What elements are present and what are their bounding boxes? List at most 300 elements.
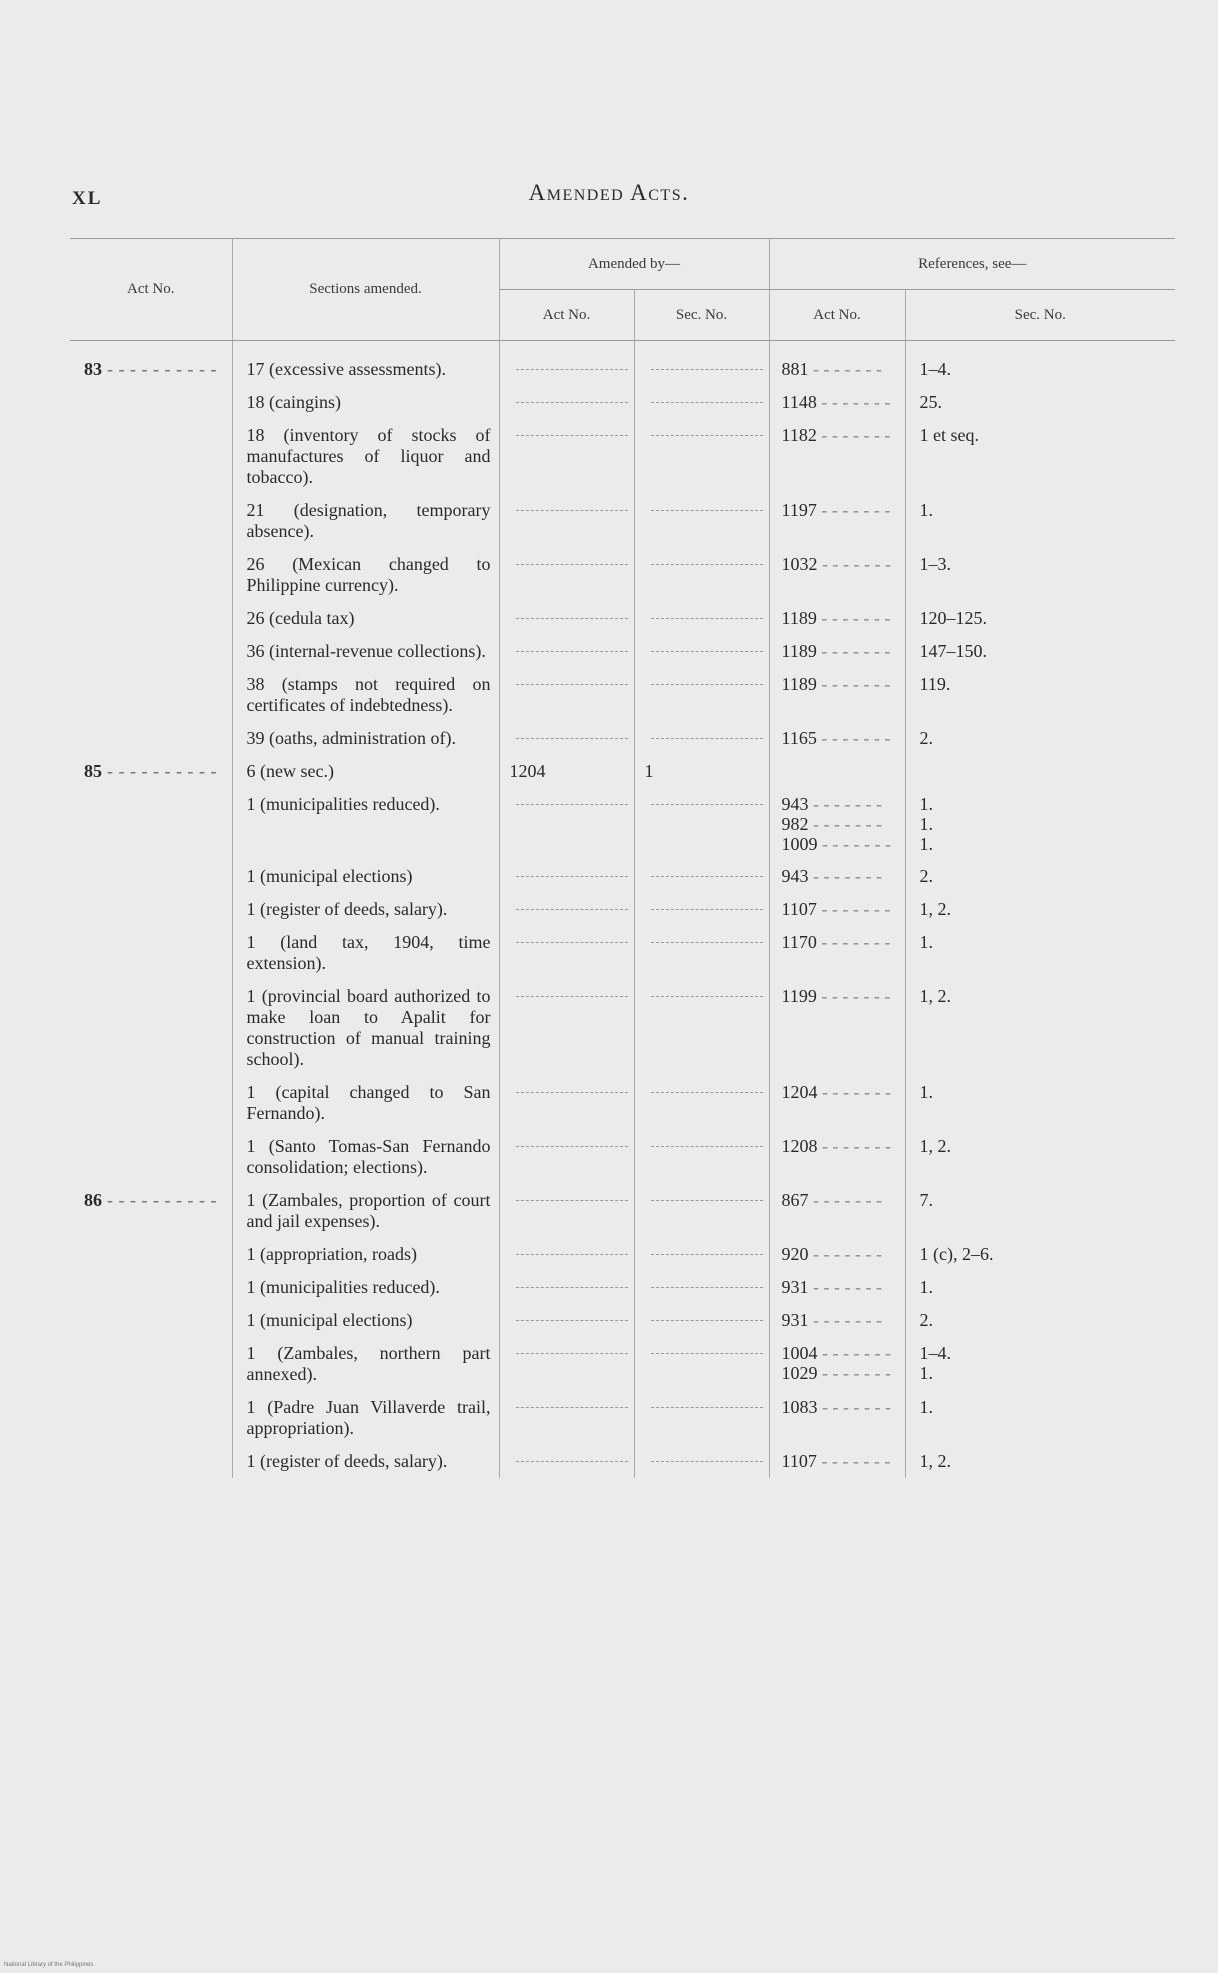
leader-dash (516, 392, 628, 403)
cell-section-amended: 1 (municipal elections) (232, 1304, 499, 1337)
cell-act-no (70, 1391, 232, 1445)
ref-act-number: 1083 (781, 1397, 818, 1417)
table-row (70, 386, 1175, 419)
leader-dots: - - - - - - - (816, 425, 891, 445)
ref-act-line (782, 1190, 905, 1210)
leader-dash (516, 641, 628, 652)
leader-dots: - - - - - - - (817, 834, 891, 854)
ref-act-line (782, 641, 905, 661)
leader-dash (651, 1451, 763, 1462)
cell-ref-sec-no (905, 548, 1175, 602)
ref-sec-number: 1–3. (919, 554, 952, 574)
table-row (70, 1271, 1175, 1304)
cell-amended-act-no (499, 893, 634, 926)
cell-ref-sec-no (905, 386, 1175, 419)
cell-amended-act-no (499, 341, 634, 387)
cell-ref-act-no (769, 893, 905, 926)
leader-dots: - - - - - - - (816, 608, 891, 628)
leader-dots: - - - - - - - (816, 500, 891, 520)
leader-dash (516, 1082, 628, 1093)
ref-act-number: 1029 (781, 1363, 818, 1383)
leader-dash (651, 1136, 763, 1147)
leader-dash (651, 1244, 763, 1255)
cell-section-amended: 1 (appropriation, roads) (232, 1238, 499, 1271)
leader-dash (651, 986, 763, 997)
table-row (70, 893, 1175, 926)
cell-amended-act-no (499, 1130, 634, 1184)
cell-amended-sec-no (634, 1184, 769, 1238)
cell-ref-act-no (769, 341, 905, 387)
ref-act-number: 1009 (781, 834, 818, 854)
leader-dots: - - - - - - - (817, 1397, 891, 1417)
cell-section-amended: 17 (excessive assessments). (232, 341, 499, 387)
cell-amended-sec-no: 1 (634, 755, 769, 788)
leader-dash (516, 1277, 628, 1288)
cell-act-no (70, 419, 232, 494)
ref-sec-number: 25. (919, 392, 943, 412)
ref-act-line (782, 1277, 905, 1297)
cell-section-amended: 18 (inventory of stocks of manufactures of liquor and tobacco). (232, 419, 499, 494)
leader-dash (651, 932, 763, 943)
cell-ref-act-no (769, 860, 905, 893)
ref-act-line (782, 866, 905, 886)
cell-ref-act-no (769, 1271, 905, 1304)
table-row (70, 635, 1175, 668)
cell-section-amended: 1 (land tax, 1904, time extension). (232, 926, 499, 980)
ref-act-line (782, 794, 905, 814)
ref-act-number: 982 (781, 814, 809, 834)
leader-dash (516, 899, 628, 910)
cell-act-no (70, 926, 232, 980)
ref-sec-number: 147–150. (919, 641, 988, 661)
cell-amended-act-no (499, 788, 634, 860)
cell-amended-act-no (499, 602, 634, 635)
ref-act-line (782, 554, 905, 574)
ref-act-line (782, 359, 905, 379)
leader-dots: - - - - - - - (816, 986, 891, 1006)
leader-dots: - - - - - - - (817, 554, 891, 574)
cell-ref-act-no (769, 668, 905, 722)
cell-ref-sec-no (905, 1238, 1175, 1271)
cell-ref-sec-no (905, 494, 1175, 548)
ref-sec-number: 1 (c), 2–6. (919, 1244, 994, 1264)
cell-amended-act-no (499, 722, 634, 755)
ref-act-number: 1197 (781, 500, 817, 520)
cell-ref-act-no (769, 1238, 905, 1271)
leader-dots: - - - - - - - (816, 899, 891, 919)
leader-dash (651, 674, 763, 685)
cell-ref-act-no (769, 494, 905, 548)
table-row (70, 494, 1175, 548)
table-row (70, 341, 1175, 387)
leader-dots: - - - - - - - (808, 814, 882, 834)
leader-dots: - - - - - - - - - - (102, 359, 217, 379)
cell-ref-sec-no (905, 1445, 1175, 1478)
leader-dash (516, 1451, 628, 1462)
ref-act-line (782, 986, 905, 1006)
page-header (0, 180, 1218, 220)
cell-amended-act-no (499, 926, 634, 980)
ref-sec-number: 2. (919, 728, 934, 748)
cell-section-amended: 1 (register of deeds, salary). (232, 1445, 499, 1478)
cell-section-amended: 1 (municipalities reduced). (232, 788, 499, 860)
cell-ref-sec-no (905, 1304, 1175, 1337)
cell-amended-act-no (499, 1391, 634, 1445)
header-amended-act-no: Act No. (499, 290, 634, 341)
header-amended-sec-no: Sec. No. (634, 290, 769, 341)
cell-ref-act-no (769, 1130, 905, 1184)
table-row (70, 860, 1175, 893)
cell-amended-sec-no (634, 722, 769, 755)
cell-ref-sec-no (905, 860, 1175, 893)
leader-dash (651, 425, 763, 436)
cell-ref-sec-no (905, 1337, 1175, 1391)
cell-ref-sec-no (905, 602, 1175, 635)
cell-amended-act-no: 1204 (499, 755, 634, 788)
ref-sec-number: 1, 2. (919, 899, 952, 919)
cell-amended-sec-no (634, 1337, 769, 1391)
ref-sec-number: 1, 2. (919, 986, 952, 1006)
ref-sec-number: 1, 2. (919, 1136, 952, 1156)
cell-act-no (70, 980, 232, 1076)
ref-act-number: 1107 (781, 1451, 817, 1471)
act-number: 83 (84, 359, 102, 379)
ref-sec-number: 1, 2. (919, 1451, 952, 1471)
cell-act-no (70, 1076, 232, 1130)
ref-sec-number: 1–4. (919, 1343, 952, 1363)
table-row (70, 419, 1175, 494)
header-ref-act-no: Act No. (769, 290, 905, 341)
cell-section-amended: 39 (oaths, administration of). (232, 722, 499, 755)
ref-act-line (782, 1397, 905, 1417)
cell-section-amended: 6 (new sec.) (232, 755, 499, 788)
cell-ref-act-no (769, 635, 905, 668)
cell-amended-act-no (499, 548, 634, 602)
leader-dots: - - - - - - - (816, 1451, 891, 1471)
leader-dash (516, 794, 628, 805)
ref-sec-number: 7. (919, 1190, 934, 1210)
cell-amended-sec-no (634, 980, 769, 1076)
ref-act-number: 943 (781, 794, 809, 814)
cell-act-no (70, 1238, 232, 1271)
ref-sec-number: 1. (919, 794, 934, 814)
leader-dots: - - - - - - - (808, 359, 882, 379)
ref-sec-number: 1. (919, 834, 934, 854)
leader-dash (651, 1190, 763, 1201)
table-row (70, 1130, 1175, 1184)
ref-act-number: 1189 (781, 674, 817, 694)
cell-amended-sec-no (634, 341, 769, 387)
ref-act-line (782, 1363, 905, 1383)
cell-ref-act-no (769, 980, 905, 1076)
ref-act-number: 1165 (781, 728, 817, 748)
leader-dash (651, 1397, 763, 1408)
ref-sec-number: 2. (919, 866, 934, 886)
cell-section-amended: 1 (Santo Tomas-San Fernando consolidation; elections). (232, 1130, 499, 1184)
leader-dots: - - - - - - - (816, 392, 891, 412)
leader-dash (516, 1244, 628, 1255)
leader-dash (651, 728, 763, 739)
table-row (70, 1238, 1175, 1271)
ref-act-line (782, 728, 905, 748)
cell-amended-sec-no (634, 788, 769, 860)
leader-dash (516, 728, 628, 739)
cell-ref-act-no (769, 1391, 905, 1445)
leader-dots: - - - - - - - (817, 1082, 891, 1102)
cell-ref-act-no (769, 548, 905, 602)
leader-dash (651, 359, 763, 370)
ref-act-line (782, 834, 905, 854)
leader-dash (651, 608, 763, 619)
leader-dots: - - - - - - - (816, 728, 891, 748)
ref-act-line (782, 392, 905, 412)
leader-dash (651, 794, 763, 805)
leader-dash (516, 425, 628, 436)
ref-act-number: 943 (781, 866, 809, 886)
cell-amended-act-no (499, 1304, 634, 1337)
cell-section-amended: 21 (designation, temporary absence). (232, 494, 499, 548)
page-title: Amended Acts. (528, 180, 690, 205)
cell-ref-act-no (769, 1445, 905, 1478)
cell-ref-act-no (769, 419, 905, 494)
cell-section-amended: 38 (stamps not required on certificates of indebtedness). (232, 668, 499, 722)
cell-act-no (70, 548, 232, 602)
leader-dash (651, 1082, 763, 1093)
cell-amended-sec-no (634, 1304, 769, 1337)
amended-acts-table (70, 238, 1175, 1478)
cell-ref-act-no (769, 926, 905, 980)
ref-sec-number: 1. (919, 1082, 934, 1102)
leader-dash (516, 986, 628, 997)
leader-dash (516, 1136, 628, 1147)
cell-act-no (70, 1304, 232, 1337)
cell-act-no (70, 1271, 232, 1304)
cell-amended-act-no (499, 386, 634, 419)
cell-amended-sec-no (634, 386, 769, 419)
cell-ref-sec-no (905, 341, 1175, 387)
cell-amended-act-no (499, 668, 634, 722)
leader-dots: - - - - - - - (816, 674, 891, 694)
ref-act-number: 1107 (781, 899, 817, 919)
cell-amended-act-no (499, 1271, 634, 1304)
ref-sec-number: 1. (919, 814, 934, 834)
ref-act-line (782, 1343, 905, 1363)
cell-ref-act-no (769, 755, 905, 788)
cell-amended-sec-no (634, 548, 769, 602)
cell-ref-sec-no (905, 788, 1175, 860)
ref-sec-number: 2. (919, 1310, 934, 1330)
page-number: XL (72, 188, 103, 209)
cell-section-amended: 1 (Zambales, northern part annexed). (232, 1337, 499, 1391)
ref-act-number: 881 (781, 359, 809, 379)
ref-act-line (782, 899, 905, 919)
cell-amended-sec-no (634, 1391, 769, 1445)
cell-amended-sec-no (634, 926, 769, 980)
ref-sec-number: 1. (919, 1363, 934, 1383)
leader-dash (516, 554, 628, 565)
cell-ref-sec-no (905, 893, 1175, 926)
table-row (70, 722, 1175, 755)
cell-amended-sec-no (634, 1076, 769, 1130)
leader-dash (516, 674, 628, 685)
cell-amended-sec-no (634, 635, 769, 668)
amended-acts-table-wrap (70, 238, 1175, 1478)
cell-section-amended: 26 (Mexican changed to Philippine currency). (232, 548, 499, 602)
act-number: 86 (84, 1190, 102, 1210)
leader-dots: - - - - - - - (816, 932, 891, 952)
cell-ref-sec-no (905, 722, 1175, 755)
ref-act-number: 1004 (781, 1343, 818, 1363)
cell-ref-act-no (769, 1337, 905, 1391)
footer-note: National Library of the Philippines (4, 1962, 94, 1968)
ref-act-line (782, 1244, 905, 1264)
leader-dash (651, 554, 763, 565)
cell-ref-sec-no (905, 980, 1175, 1076)
cell-amended-act-no (499, 1445, 634, 1478)
ref-act-number: 920 (781, 1244, 809, 1264)
cell-amended-sec-no (634, 419, 769, 494)
cell-ref-act-no (769, 788, 905, 860)
leader-dash (516, 359, 628, 370)
cell-ref-sec-no (905, 926, 1175, 980)
leader-dash (516, 1310, 628, 1321)
table-row (70, 548, 1175, 602)
cell-amended-act-no (499, 980, 634, 1076)
ref-sec-number: 1. (919, 1277, 934, 1297)
leader-dots: - - - - - - - - - - (102, 761, 217, 781)
cell-act-no (70, 341, 232, 387)
leader-dash (516, 1343, 628, 1354)
leader-dots: - - - - - - - (808, 866, 882, 886)
cell-act-no (70, 788, 232, 860)
leader-dash (516, 866, 628, 877)
ref-act-line (782, 814, 905, 834)
ref-act-number: 1148 (781, 392, 817, 412)
cell-amended-sec-no (634, 1445, 769, 1478)
ref-sec-number: 119. (919, 674, 951, 694)
cell-act-no (70, 386, 232, 419)
ref-sec-number: 1. (919, 932, 934, 952)
cell-act-no (70, 893, 232, 926)
leader-dash (651, 1310, 763, 1321)
cell-section-amended: 1 (capital changed to San Fernando). (232, 1076, 499, 1130)
table-row (70, 1184, 1175, 1238)
cell-amended-sec-no (634, 893, 769, 926)
leader-dots: - - - - - - - (808, 1310, 882, 1330)
header-ref-sec-no: Sec. No. (905, 290, 1175, 341)
ref-act-number: 1182 (781, 425, 817, 445)
cell-ref-act-no (769, 1184, 905, 1238)
table-row (70, 602, 1175, 635)
table-row (70, 980, 1175, 1076)
cell-ref-sec-no (905, 1184, 1175, 1238)
header-act-no: Act No. (70, 239, 232, 341)
table-row (70, 1391, 1175, 1445)
cell-act-no (70, 1337, 232, 1391)
leader-dash (516, 1190, 628, 1201)
cell-amended-act-no (499, 1184, 634, 1238)
ref-act-number: 1208 (781, 1136, 818, 1156)
leader-dash (651, 866, 763, 877)
ref-act-line (782, 1451, 905, 1471)
leader-dash (516, 500, 628, 511)
cell-section-amended: 1 (Padre Juan Villaverde trail, appropriation). (232, 1391, 499, 1445)
cell-amended-sec-no (634, 1238, 769, 1271)
ref-sec-number: 1. (919, 500, 934, 520)
table-row (70, 755, 1175, 788)
cell-ref-sec-no (905, 635, 1175, 668)
cell-amended-act-no (499, 494, 634, 548)
cell-ref-sec-no (905, 1271, 1175, 1304)
ref-act-number: 1199 (781, 986, 817, 1006)
ref-sec-number: 1. (919, 1397, 934, 1417)
leader-dash (516, 932, 628, 943)
cell-ref-act-no (769, 1304, 905, 1337)
ref-act-number: 867 (781, 1190, 809, 1210)
act-number: 85 (84, 761, 102, 781)
ref-act-number: 1204 (781, 1082, 818, 1102)
ref-act-line (782, 1310, 905, 1330)
cell-amended-sec-no (634, 602, 769, 635)
cell-ref-sec-no (905, 419, 1175, 494)
leader-dash (516, 1397, 628, 1408)
table-row (70, 788, 1175, 860)
leader-dots: - - - - - - - (808, 794, 882, 814)
cell-section-amended: 1 (Zambales, proportion of court and jail expenses). (232, 1184, 499, 1238)
leader-dots: - - - - - - - (808, 1277, 882, 1297)
leader-dash (651, 641, 763, 652)
table-row (70, 668, 1175, 722)
cell-amended-act-no (499, 1076, 634, 1130)
ref-act-number: 1170 (781, 932, 817, 952)
ref-act-line (782, 500, 905, 520)
cell-amended-sec-no (634, 668, 769, 722)
ref-act-number: 1032 (781, 554, 818, 574)
cell-ref-act-no (769, 602, 905, 635)
cell-section-amended: 36 (internal-revenue collections). (232, 635, 499, 668)
cell-act-no (70, 1184, 232, 1238)
cell-act-no (70, 722, 232, 755)
table-row (70, 1337, 1175, 1391)
cell-ref-sec-no (905, 668, 1175, 722)
leader-dots: - - - - - - - (808, 1190, 882, 1210)
leader-dash (651, 899, 763, 910)
table-row (70, 1445, 1175, 1478)
ref-act-number: 931 (781, 1277, 809, 1297)
leader-dots: - - - - - - - (816, 641, 891, 661)
cell-amended-sec-no (634, 1130, 769, 1184)
table-row (70, 1304, 1175, 1337)
cell-section-amended: 26 (cedula tax) (232, 602, 499, 635)
cell-ref-sec-no (905, 1391, 1175, 1445)
ref-act-number: 1189 (781, 608, 817, 628)
ref-act-line (782, 608, 905, 628)
leader-dots: - - - - - - - - - - (102, 1190, 217, 1210)
ref-act-line (782, 1082, 905, 1102)
table-row (70, 926, 1175, 980)
header-references: References, see— (769, 239, 1175, 290)
ref-act-line (782, 932, 905, 952)
cell-ref-sec-no (905, 1076, 1175, 1130)
cell-ref-sec-no (905, 755, 1175, 788)
cell-ref-act-no (769, 386, 905, 419)
leader-dash (651, 1343, 763, 1354)
leader-dash (651, 500, 763, 511)
cell-ref-act-no (769, 722, 905, 755)
table-body (70, 341, 1175, 1479)
table-row (70, 1076, 1175, 1130)
cell-act-no (70, 635, 232, 668)
